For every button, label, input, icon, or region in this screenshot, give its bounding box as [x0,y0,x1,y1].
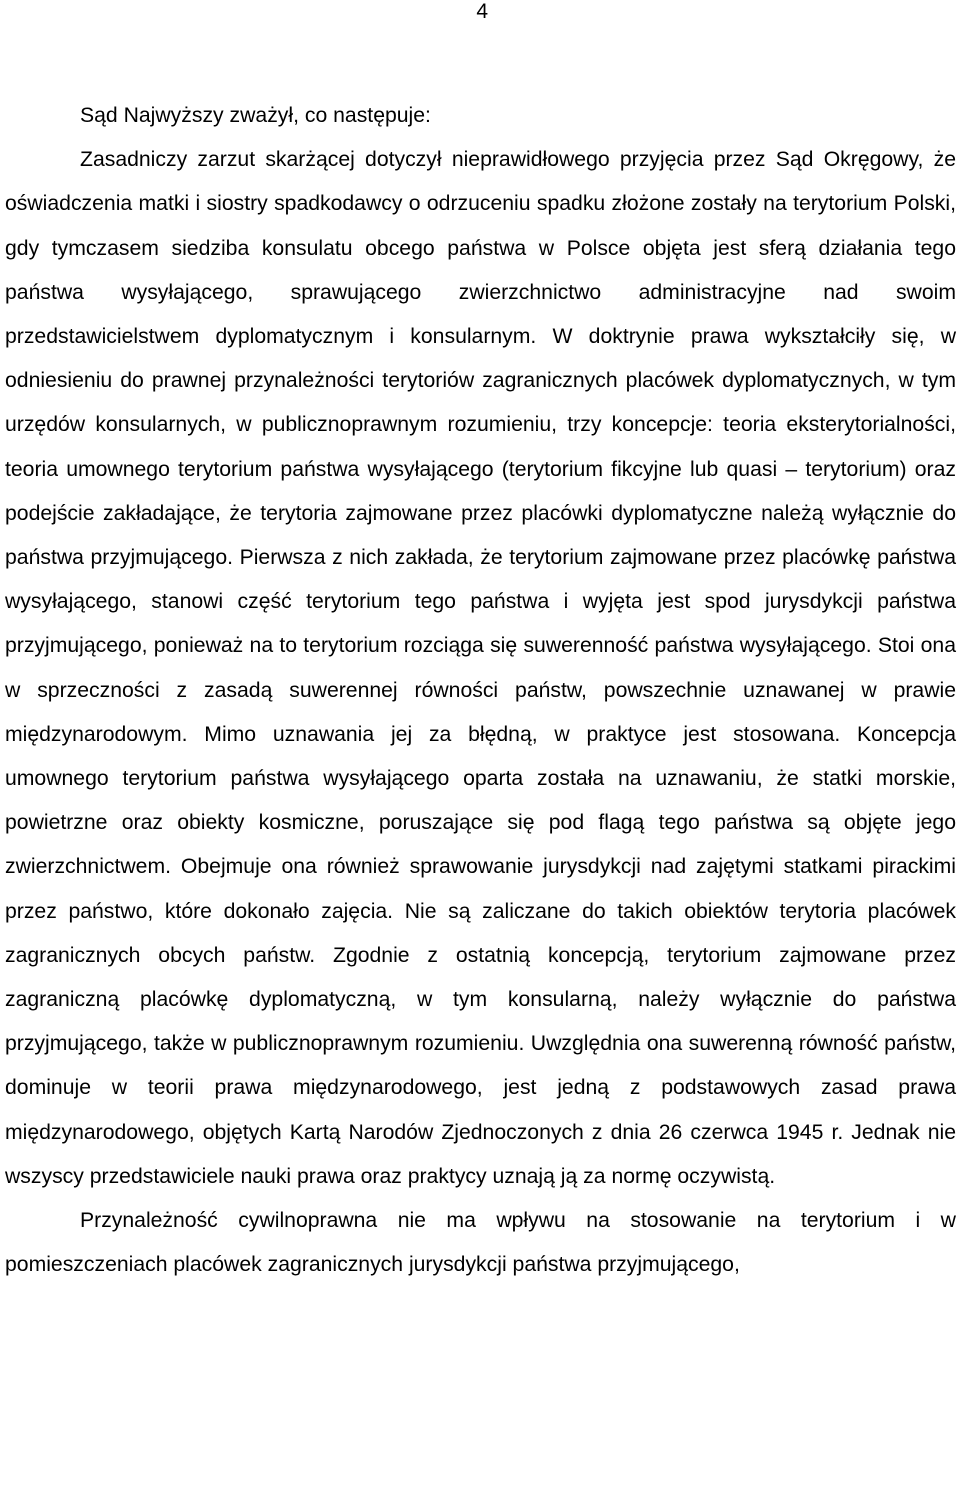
document-body [5,94,956,1287]
page-number: 4 [476,0,488,23]
paragraph-2: Przynależność cywilnoprawna nie ma wpływu na stosowanie na terytorium i w pomieszczeniach placówek zagranicznych jurysdykcji państwa przyjmującego, [5,1209,956,1277]
section-heading: Sąd Najwyższy zważył, co następuje: [80,104,431,127]
paragraph-1: Zasadniczy zarzut skarżącej dotyczył nieprawidłowego przyjęcia przez Sąd Okręgowy, że oświadczenia matki i siostry spadkodawcy o odrzuceniu spadku złożone zostały na terytorium Polski, gdy tymczasem siedziba konsulatu obcego państwa w Polsce objęta jest sferą działania tego państwa wysyłającego, sprawującego zwierzchnictwo administracyjne nad swoim przedstawicielstwem dyplomatycznym i konsularnym. W doktrynie prawa wykształciły się, w odniesieniu do prawnej przynależności terytoriów zagranicznych placówek dyplomatycznych, w tym urzędów konsularnych, w publicznoprawnym rozumieniu, trzy koncepcje: teoria eksterytorialności, teoria umownego terytorium państwa wysyłającego (terytorium fikcyjne lub quasi – terytorium) oraz podejście zakładające, że terytoria zajmowane przez placówki dyplomatyczne należą wyłącznie do państwa przyjmującego. Pierwsza z nich zakłada, że terytorium zajmowane przez placówkę państwa wysyłającego, stanowi część terytorium tego państwa i wyjęta jest spod jurysdykcji państwa przyjmującego, ponieważ na to terytorium rozciąga się suwerenność państwa wysyłającego. Stoi ona w sprzeczności z zasadą suwerennej równości państw, powszechnie uznawanej w prawie międzynarodowym. Mimo uznawania jej za błędną, w praktyce jest stosowana. Koncepcja umownego terytorium państwa wysyłającego oparta została na uznawaniu, że statki morskie, powietrzne oraz obiekty kosmiczne, poruszające się pod flagą tego państwa są objęte jego zwierzchnictwem. Obejmuje ona również sprawowanie jurysdykcji nad zajętymi statkami pirackimi przez państwo, które dokonało zajęcia. Nie są zaliczane do takich obiektów terytoria placówek zagranicznych obcych państw. Zgodnie z ostatnią koncepcją, terytorium zajmowane przez zagraniczną placówkę dyplomatyczną, w tym konsularną, należy wyłącznie do państwa przyjmującego, także w publicznoprawnym rozumieniu. Uwzględnia ona suwerenną równość państw, dominuje w teorii prawa międzynarodowego, jest jedną z podstawowych zasad prawa międzynarodowego, objętych Kartą Narodów Zjednoczonych z dnia 26 czerwca 1945 r. Jednak nie wszyscy przedstawiciele nauki prawa oraz praktycy uznają ją za normę oczywistą. [5,148,956,1188]
